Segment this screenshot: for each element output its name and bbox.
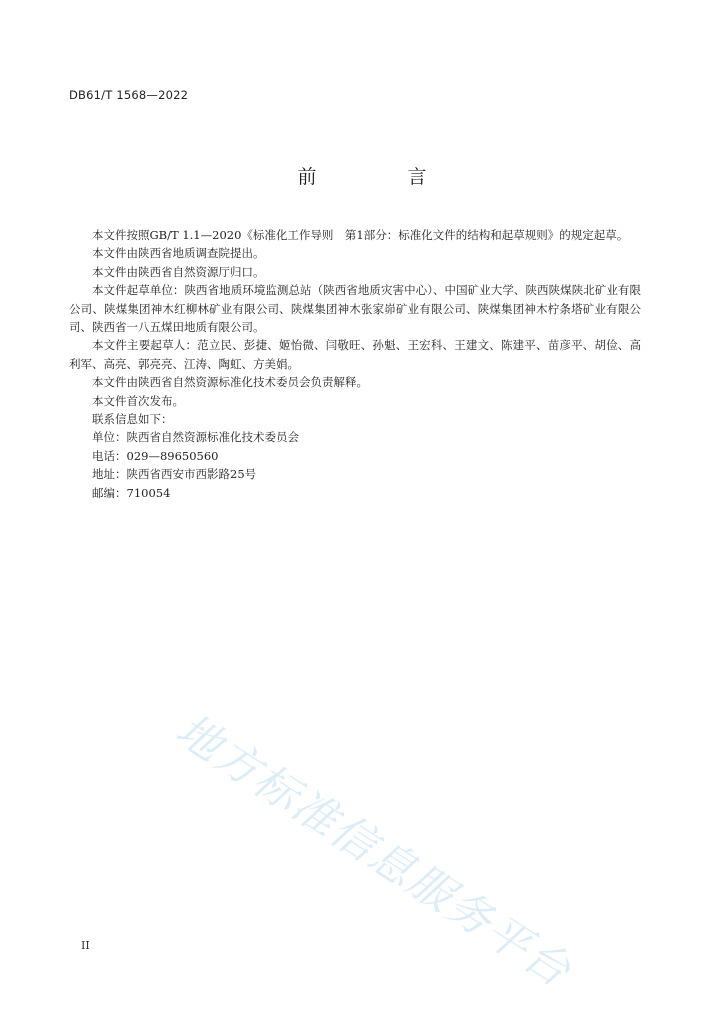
contact-phone: 电话：029—89650560 — [92, 448, 219, 463]
paragraph-drafters: 本文件主要起草人：范立民、彭捷、姬怡微、闫敬旺、孙魁、王宏科、王建文、陈建平、苗彦平、胡俭、高利军、高亮、郭亮亮、江涛、陶虹、方美娟。 — [69, 338, 641, 371]
paragraph-interpretation: 本文件由陕西省自然资源标准化技术委员会负责解释。 — [92, 375, 368, 390]
paragraph-drafting-units: 本文件起草单位：陕西省地质环境监测总站（陕西省地质灾害中心）、中国矿业大学、陕西陕煤陕北矿业有限公司、陕煤集团神木红柳林矿业有限公司、陕煤集团神木张家峁矿业有限公司、陕煤集团神木柠条塔矿业有限公司、陕西省一八五煤田地质有限公司。 — [69, 283, 641, 335]
contact-postcode: 邮编：710054 — [92, 485, 171, 500]
paragraph-proposer: 本文件由陕西省地质调查院提出。 — [92, 246, 265, 261]
page-title: 前 言 — [297, 166, 463, 188]
contact-heading: 联系信息如下： — [92, 412, 173, 427]
contact-address: 地址：陕西省西安市西影路25号 — [92, 467, 257, 482]
contact-unit: 单位：陕西省自然资源标准化技术委员会 — [92, 430, 299, 445]
page-number: II — [81, 939, 90, 952]
watermark: 地方标准信息服务平台 — [166, 704, 581, 998]
paragraph-administrator: 本文件由陕西省自然资源厅归口。 — [92, 264, 265, 279]
paragraph-first-release: 本文件首次发布。 — [92, 393, 184, 408]
paragraph-drafting-basis: 本文件按照GB/T 1.1—2020《标准化工作导则 第1部分：标准化文件的结构和起草规则》的规定起草。 — [92, 228, 629, 242]
preface-body — [69, 226, 641, 502]
document-code: DB61/T 1568—2022 — [69, 88, 189, 102]
